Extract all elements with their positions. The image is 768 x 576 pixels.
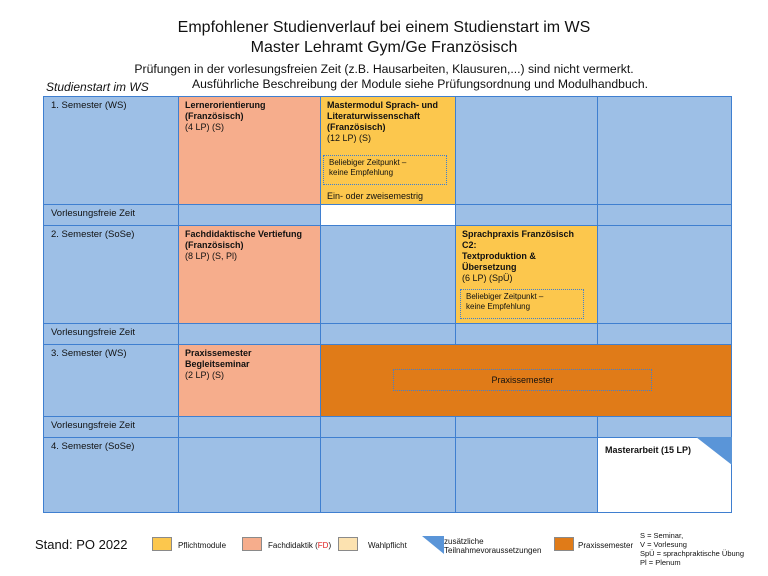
module-credits: (12 LP) (S): [327, 133, 372, 143]
empty-cell: [597, 204, 732, 226]
empty-cell: [455, 416, 598, 438]
empty-cell: [455, 204, 598, 226]
module-footer: Ein- oder zweisemestrig: [327, 191, 424, 201]
empty-cell: [597, 96, 732, 205]
row-label-free-1: Vorlesungsfreie Zeit: [43, 204, 179, 226]
row-label-free-2: Vorlesungsfreie Zeit: [43, 323, 179, 345]
legend-swatch-wahlpflicht: [338, 537, 358, 551]
abbreviations: [640, 531, 744, 567]
row-label-semester-4: 4. Semester (SoSe): [43, 437, 179, 513]
empty-cell: [178, 416, 321, 438]
module-name: Sprachpraxis Französisch C2:: [462, 229, 575, 250]
legend-label-wahlpflicht: Wahlpflicht: [368, 541, 407, 550]
empty-cell: [455, 437, 598, 513]
timing-note-line: keine Empfehlung: [466, 302, 531, 311]
page-title-line2: Master Lehramt Gym/Ge Französisch: [250, 39, 518, 56]
row-label-semester-2: 2. Semester (SoSe): [43, 225, 179, 324]
row-label-semester-1: 1. Semester (WS): [43, 96, 179, 205]
legend-prerequisite-icon: [422, 536, 444, 554]
legend-fd-abbr: FD: [317, 541, 329, 550]
legend-swatch-pflicht: [152, 537, 172, 551]
module-mastermodul: [320, 96, 456, 205]
module-credits: (8 LP) (S, Pl): [185, 251, 238, 261]
module-credits: (4 LP) (S): [185, 122, 225, 132]
empty-cell: [178, 437, 321, 513]
empty-cell: [597, 323, 732, 345]
legend-fd-prefix: Fachdidaktik (: [268, 541, 318, 550]
module-sprachpraxis: [455, 225, 598, 324]
legend-swatch-fachdidaktik: [242, 537, 262, 551]
module-name: Fachdidaktische Vertiefung: [185, 229, 303, 239]
module-name: Masterarbeit (15 LP): [605, 445, 692, 455]
module-name: Begleitseminar: [185, 359, 250, 369]
module-fachdidaktik: [178, 225, 321, 324]
module-praxissemester-begleitseminar: [178, 344, 321, 417]
timing-note: [460, 289, 584, 319]
exam-note: Prüfungen in der vorlesungsfreien Zeit (z.B. Hausarbeiten, Klausuren,...) sind nicht vermerkt.: [134, 62, 634, 76]
empty-cell: [320, 437, 456, 513]
abbreviation-line: Pl = Plenum: [640, 558, 681, 567]
row-label-semester-3: 3. Semester (WS): [43, 344, 179, 417]
empty-cell: [597, 416, 732, 438]
empty-cell: [178, 323, 321, 345]
row-label-free-3: Vorlesungsfreie Zeit: [43, 416, 179, 438]
timing-note-line: Beliebiger Zeitpunkt –: [329, 158, 407, 167]
module-name: Literaturwissenschaft: [327, 111, 421, 121]
page-title-line1: Empfohlener Studienverlauf bei einem Studienstart im WS: [177, 19, 591, 36]
timing-note-line: Beliebiger Zeitpunkt –: [466, 292, 544, 301]
prerequisite-corner-icon: [696, 437, 732, 465]
module-praxissemester: [320, 344, 732, 417]
module-lernerorientierung: [178, 96, 321, 205]
empty-cell: [320, 416, 456, 438]
legend-swatch-praxissemester: [554, 537, 574, 551]
timing-note: [323, 155, 447, 185]
abbreviation-line: V = Vorlesung: [640, 540, 687, 549]
empty-cell: [455, 323, 598, 345]
start-label: Studienstart im WS: [46, 80, 149, 94]
legend-label-fachdidaktik: [268, 541, 331, 550]
legend-label-pflicht: Pflichtmodule: [178, 541, 227, 550]
empty-cell: [597, 225, 732, 324]
module-description-note: Ausführliche Beschreibung der Module siehe Prüfungsordnung und Modulhandbuch.: [192, 77, 648, 91]
legend-label-zusatz: [444, 537, 541, 555]
empty-cell: [455, 96, 598, 205]
abbreviation-line: S = Seminar,: [640, 531, 684, 540]
module-credits: (2 LP) (S): [185, 370, 225, 380]
empty-cell: [320, 323, 456, 345]
praxissemester-label: Praxissemester: [393, 369, 652, 391]
timing-note-line: keine Empfehlung: [329, 168, 394, 177]
module-masterarbeit: [597, 437, 732, 513]
legend-zusatz-line: zusätzliche: [444, 537, 484, 546]
empty-cell: [320, 225, 456, 324]
module-name: (Französisch): [185, 240, 244, 250]
module-name: Praxissemester: [185, 348, 252, 358]
module-name: Lernerorientierung: [185, 100, 266, 110]
module-name: (Französisch): [185, 111, 244, 121]
stand-label: Stand: PO 2022: [35, 537, 128, 552]
legend-zusatz-line: Teilnahmevoraussetzungen: [444, 546, 542, 555]
empty-cell: [178, 204, 321, 226]
module-name: (Französisch): [327, 122, 386, 132]
module-credits: (6 LP) (SpÜ): [462, 273, 513, 283]
legend-fd-suffix: ): [328, 541, 332, 550]
legend-label-praxissemester: Praxissemester: [578, 541, 634, 550]
module-name: Übersetzung: [462, 262, 517, 272]
abbreviation-line: SpÜ = sprachpraktische Übung: [640, 549, 745, 558]
module-name: Mastermodul Sprach- und: [327, 100, 439, 110]
module-name: Textproduktion &: [462, 251, 536, 261]
